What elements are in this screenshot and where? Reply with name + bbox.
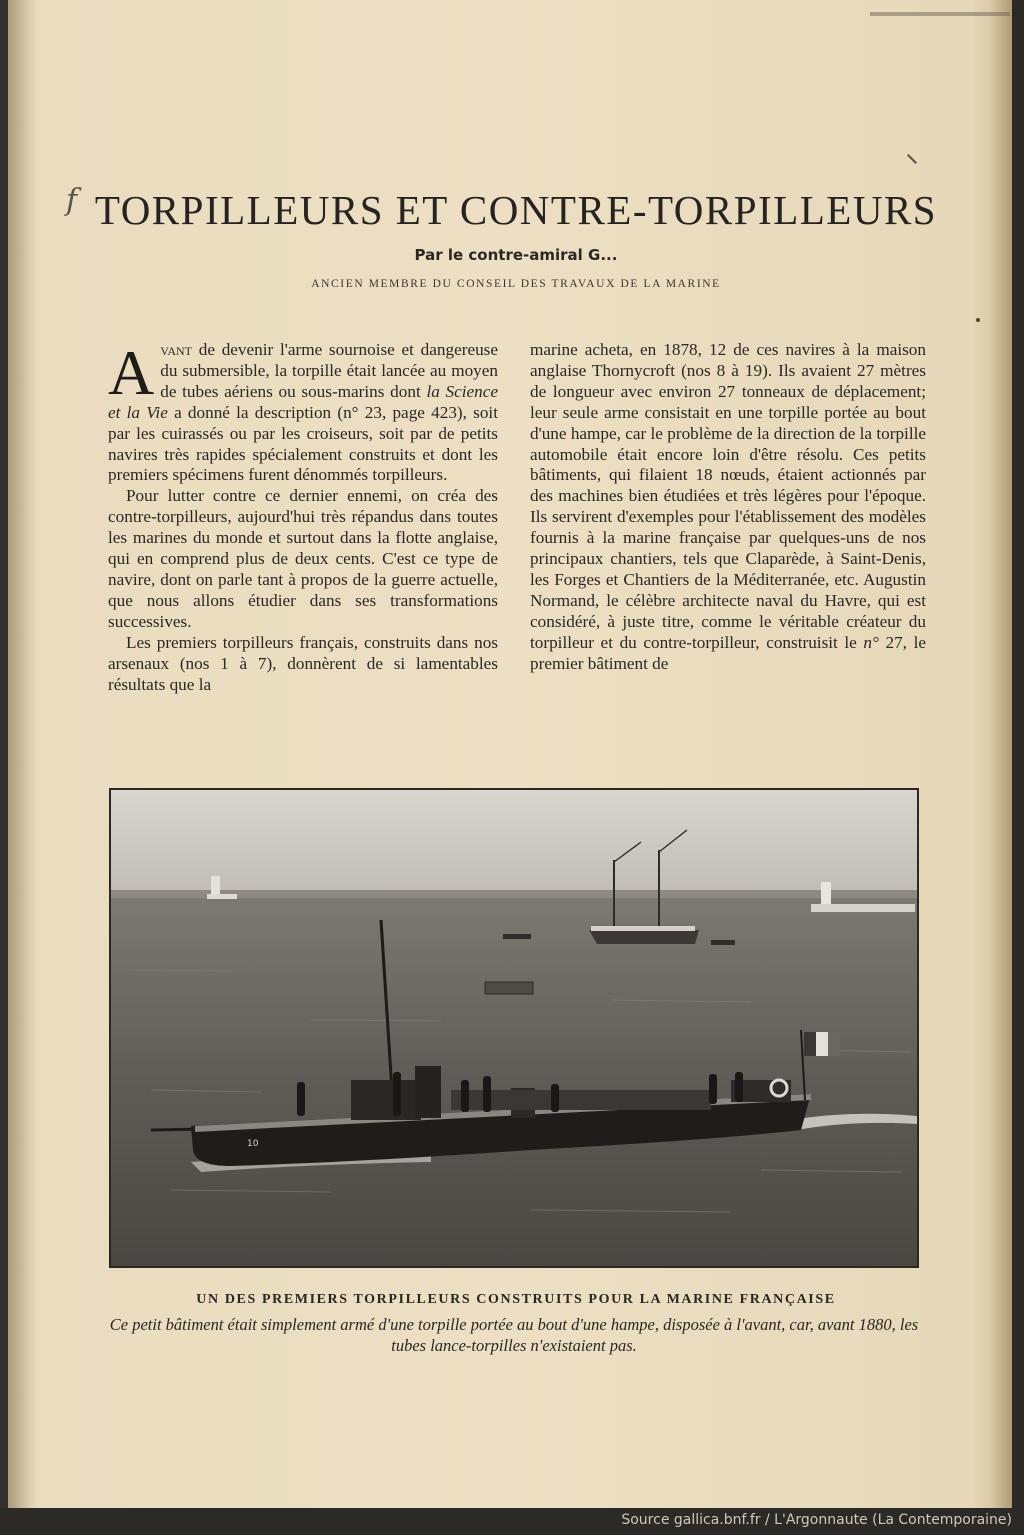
- source-credit: Source gallica.bnf.fr / L'Argonnaute (La Contemporaine): [621, 1512, 1012, 1528]
- ink-speck: [976, 318, 980, 322]
- drop-cap: A: [108, 337, 155, 408]
- figure-caption-title: UN DES PREMIERS TORPILLEURS CONSTRUITS POUR LA MARINE FRANÇAISE: [196, 1292, 836, 1307]
- pencil-tick: [907, 154, 917, 164]
- author-affiliation: ANCIEN MEMBRE DU CONSEIL DES TRAVAUX DE LA MARINE: [311, 278, 721, 290]
- scanned-page: [8, 0, 1012, 1508]
- publication-title: la Science et la Vie: [108, 381, 498, 422]
- figure-caption-text: Ce petit bâtiment était simplement armé d'une torpille portée au bout d'une hampe, disposée à l'avant, car, avant 1880, les tubes lance-torpilles n'existaient pas.: [109, 1315, 919, 1355]
- paragraph-3: Les premiers torpilleurs français, construits dans nos arsenaux (nos 1 à 7), donnèrent de si lamentables résultats que la: [108, 632, 498, 694]
- small-boat: [503, 934, 531, 939]
- funnel: [415, 1066, 441, 1118]
- flag-blue: [804, 1032, 816, 1056]
- top-edge-mark: [870, 12, 1010, 16]
- paragraph-4-italic: n°: [863, 632, 879, 652]
- article-byline: Par le contre-amiral G...: [414, 246, 618, 264]
- left-column: [108, 337, 498, 695]
- lead-word: vant: [160, 340, 192, 359]
- paragraph-4-text-b: 27, le premier bâtiment de: [530, 632, 926, 673]
- handwritten-margin-note: f: [66, 183, 78, 218]
- hull-number: 10: [247, 1139, 259, 1149]
- lighthouse-left: [211, 876, 220, 896]
- paragraph-1-text-b: a donné la description (n° 23, page 423), soit par les cuirassés ou par les croiseurs, soit par de petits navires très rapides spécialement construits et dont les premiers spécimens furent dénommés torpilleurs.: [108, 402, 498, 485]
- paragraph-1: [108, 337, 498, 486]
- flag-white: [816, 1032, 828, 1056]
- sea: [111, 894, 917, 1266]
- paragraph-4-text-a: marine acheta, en 1878, 12 de ces navires à la maison anglaise Thornycroft (nos 8 à 19). Ils avaient 27 mètres de longueur avec environ 27 tonneaux de déplacement; leur seule arme consistait en une torpille portée au bout d'une hampe, car le problème de la direction de la torpille automobile était encore loin d'être résolu. Ces petits bâtiments, qui filaient 18 nœuds, étaient actionnés par des machines bien étudiées et très légères pour l'époque. Ils servirent d'exemples pour l'établissement des modèles fournis à la marine française par quelques-uns de nos principaux chantiers, tels que Claparède, à Saint-Denis, les Forges et Chantiers de la Méditerranée, etc. Augustin Normand, le célèbre architecte naval du Havre, qui est considéré, à juste titre, comme le véritable créateur du torpilleur et du contre-torpilleur, construisit le: [530, 340, 926, 652]
- small-boat: [711, 940, 735, 945]
- paragraph-1-text-a: de devenir l'arme sournoise et dangereuse du submersible, la torpille était lancée au moyen de tubes aériens ou sous-marins dont: [160, 340, 498, 401]
- paragraph-2: Pour lutter contre ce dernier ennemi, on créa des contre-torpilleurs, aujourd'hui très répandus dans toutes les marines du monde et surtout dans la flotte anglaise, qui en comprend plus de deux cents. C'est ce type de navire, dont on parle tant à propos de la guerre actuelle, que nous allons étudier dans ses transformations successives.: [108, 486, 498, 631]
- conning-tower: [351, 1080, 421, 1120]
- torpedo-boat-photo: [109, 788, 919, 1268]
- article-title: TORPILLEURS ET CONTRE-TORPILLEURS: [94, 187, 938, 233]
- flag-red: [828, 1032, 840, 1056]
- book-binding: [0, 0, 8, 1508]
- barge: [485, 982, 533, 994]
- right-column: [530, 340, 926, 675]
- lighthouse-right: [821, 882, 831, 904]
- paragraph-4: [530, 340, 926, 675]
